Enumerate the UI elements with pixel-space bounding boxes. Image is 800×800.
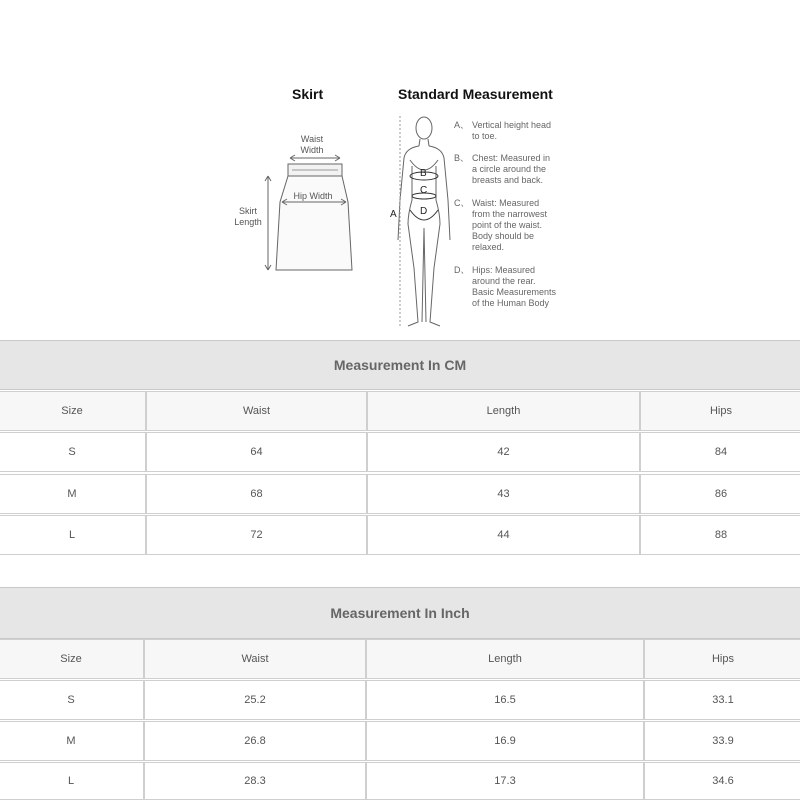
waist-cell: 28.3 — [144, 762, 366, 800]
header-cell: Waist — [144, 639, 366, 679]
size-cell: S — [0, 680, 144, 720]
letter-d: D — [420, 206, 428, 217]
length-cell: 42 — [367, 432, 640, 472]
note-line: to toe. — [472, 131, 498, 141]
note-line: a circle around the — [472, 164, 547, 174]
skirt-title: Skirt — [292, 86, 324, 102]
letter-b: B — [420, 168, 427, 179]
note-key: B、 — [454, 153, 470, 163]
size-cell: M — [0, 474, 146, 514]
measurement-diagram — [0, 0, 800, 338]
waist-cell: 64 — [146, 432, 367, 472]
note-b — [454, 153, 582, 186]
hips-cell: 88 — [640, 515, 800, 555]
note-line: Basic Measurements — [472, 287, 557, 297]
note-line: Waist: Measured — [472, 198, 540, 208]
note-d — [454, 265, 582, 309]
inch-header-row — [0, 639, 800, 679]
note-key: C、 — [454, 198, 470, 208]
note-line: around the rear. — [472, 276, 536, 286]
waist-width-label-line: Width — [300, 145, 324, 155]
hips-cell: 84 — [640, 432, 800, 472]
header-cell: Size — [0, 639, 144, 679]
length-cell: 16.5 — [366, 680, 644, 720]
diagram-drawing — [0, 0, 800, 338]
size-cell: L — [0, 762, 144, 800]
cm-table-title: Measurement In CM — [0, 340, 800, 390]
note-a — [454, 120, 582, 142]
size-cell: M — [0, 721, 144, 761]
skirt-length-label-line: Skirt — [239, 206, 257, 216]
note-key: D、 — [454, 265, 470, 275]
length-cell: 16.9 — [366, 721, 644, 761]
cm-header-row — [0, 391, 800, 431]
note-key: A、 — [454, 120, 470, 130]
table-row — [0, 762, 800, 800]
waist-width-label-line: Waist — [300, 134, 324, 144]
size-cell: S — [0, 432, 146, 472]
waist-cell: 26.8 — [144, 721, 366, 761]
note-line: Hips: Measured — [472, 265, 536, 275]
header-cell: Length — [367, 391, 640, 431]
note-line: of the Human Body — [472, 298, 550, 308]
table-row — [0, 721, 800, 761]
hips-cell: 86 — [640, 474, 800, 514]
length-cell: 43 — [367, 474, 640, 514]
note-line: Vertical height head — [472, 120, 552, 130]
table-row — [0, 432, 800, 472]
header-cell: Hips — [644, 639, 800, 679]
length-cell: 17.3 — [366, 762, 644, 800]
header-cell: Hips — [640, 391, 800, 431]
waist-width-label — [292, 134, 332, 156]
table-row — [0, 515, 800, 555]
header-cell: Length — [366, 639, 644, 679]
standard-measurement-title: Standard Measurement — [398, 86, 553, 102]
hip-width-label: Hip Width — [293, 191, 333, 201]
header-cell: Size — [0, 391, 146, 431]
note-line: breasts and back. — [472, 175, 544, 185]
hips-cell: 33.1 — [644, 680, 800, 720]
note-c — [454, 198, 582, 253]
letter-c: C — [420, 185, 428, 196]
skirt-illustration — [265, 155, 352, 270]
table-row — [0, 680, 800, 720]
note-line: point of the waist. — [472, 220, 543, 230]
note-line: relaxed. — [472, 242, 505, 252]
letter-a: A — [390, 209, 397, 220]
length-cell: 44 — [367, 515, 640, 555]
table-row — [0, 474, 800, 514]
skirt-length-label-line: Length — [234, 217, 262, 227]
waist-cell: 25.2 — [144, 680, 366, 720]
skirt-length-label — [230, 206, 266, 228]
note-line: from the narrowest — [472, 209, 548, 219]
size-cell: L — [0, 515, 146, 555]
human-figure-illustration — [398, 116, 450, 328]
note-line: Chest: Measured in — [472, 153, 551, 163]
inch-table-title: Measurement In Inch — [0, 587, 800, 639]
hips-cell: 34.6 — [644, 762, 800, 800]
note-line: Body should be — [472, 231, 535, 241]
waist-cell: 72 — [146, 515, 367, 555]
waist-cell: 68 — [146, 474, 367, 514]
header-cell: Waist — [146, 391, 367, 431]
hips-cell: 33.9 — [644, 721, 800, 761]
